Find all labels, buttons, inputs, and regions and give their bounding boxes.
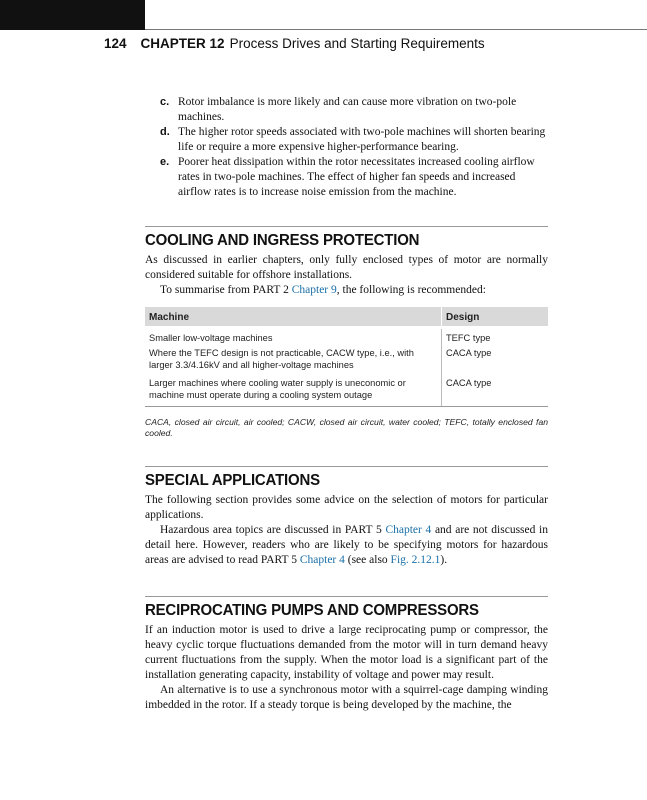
cell-machine: Where the TEFC design is not practicable, CACW type, i.e., with larger 3.3/4.16kV and all higher-voltage machines [145,347,442,374]
special-para-2-end: ). [440,554,448,566]
list-text: Rotor imbalance is more likely and can cause more vibration on two-pole machines. [178,96,517,123]
table-body [145,326,548,407]
chapter-label: CHAPTER 12 [140,36,225,51]
table-row [145,374,548,406]
section-rule [145,596,548,597]
special-para-1: The following section provides some advice on the selection of motors for particular applications. [145,494,548,521]
list-text: The higher rotor speeds associated with two-pole machines will shorten bearing life or require a more expensive higher-performance bearing. [178,126,546,153]
page-number: 124 [104,36,127,51]
column-header-design: Design [446,312,480,323]
special-body [145,493,548,568]
header-bar [0,0,145,30]
special-para-2-text: (see also [344,554,391,566]
cooling-body [145,253,548,298]
section-heading-special: SPECIAL APPLICATIONS [145,471,320,490]
cell-machine: Larger machines where cooling water supply is uneconomic or machine must operate during a cooling system outage [145,374,442,406]
table-header [145,307,548,326]
cooling-para-1: As discussed in earlier chapters, only fully enclosed types of motor are normally considered suitable for offshore installations. [145,254,548,281]
running-head [104,36,485,51]
cell-machine: Smaller low-voltage machines [145,329,442,347]
chapter-9-link[interactable]: Chapter 9 [291,284,337,296]
cell-design: CACA type [446,347,492,358]
recip-body [145,623,548,713]
section-rule [145,466,548,467]
list-letter: e. [160,156,170,169]
cooling-table [145,307,548,439]
list-item [146,125,546,155]
drawback-list [146,95,546,200]
cooling-para-2 [145,283,548,298]
list-item [146,155,546,199]
recip-para-1: If an induction motor is used to drive a large reciprocating pump or compressor, the heavy cyclic torque fluctuations demanded from the motor will in turn demand heavy current fluctuations from the supply. When the motor load is a significant part of the installation generating capacity, instability of voltage and power may result. [145,624,548,681]
section-heading-reciprocating: RECIPROCATING PUMPS AND COMPRESSORS [145,601,479,620]
list-item [146,95,546,125]
cooling-para-2-end: , the following is recommended: [336,284,486,296]
cell-design: CACA type [446,377,492,388]
special-para-2 [145,523,548,568]
header-rule [145,29,647,30]
special-para-2-text: Hazardous area topics are discussed in PART 5 [160,524,386,536]
cell-design: TEFC type [446,333,491,343]
recip-para-2: An alternative is to use a synchronous motor with a squirrel-cage damping winding imbedded in the rotor. If a steady torque is being developed by the machine, the [145,684,548,711]
chapter-title: Process Drives and Starting Requirements [229,36,485,51]
chapter-4-link[interactable]: Chapter 4 [299,554,345,566]
table-row [145,347,548,374]
special-para-2-text: and are not discussed in detail here. However, readers who are likely to be specifying motors for hazardous areas are advised to read PART 5 [145,524,548,566]
section-heading-cooling: COOLING AND INGRESS PROTECTION [145,231,420,250]
table-footnote: CACA, closed air circuit, air cooled; CACW, closed air circuit, water cooled; TEFC, totally enclosed fan cooled. [145,416,548,438]
list-letter: d. [160,126,170,139]
section-rule [145,226,548,227]
column-header-machine: Machine [145,307,442,326]
chapter-4-link[interactable]: Chapter 4 [385,524,432,536]
list-letter: c. [160,96,170,108]
cooling-para-2-text: To summarise from PART 2 [160,284,292,296]
figure-link[interactable]: Fig. 2.12.1 [390,554,441,566]
table-row [145,329,548,347]
list-text: Poorer heat dissipation within the rotor necessitates increased cooling airflow rates in two-pole machines. The effect of higher fan speeds and increased airflow rates is to increase noise emission from the machine. [178,156,535,198]
